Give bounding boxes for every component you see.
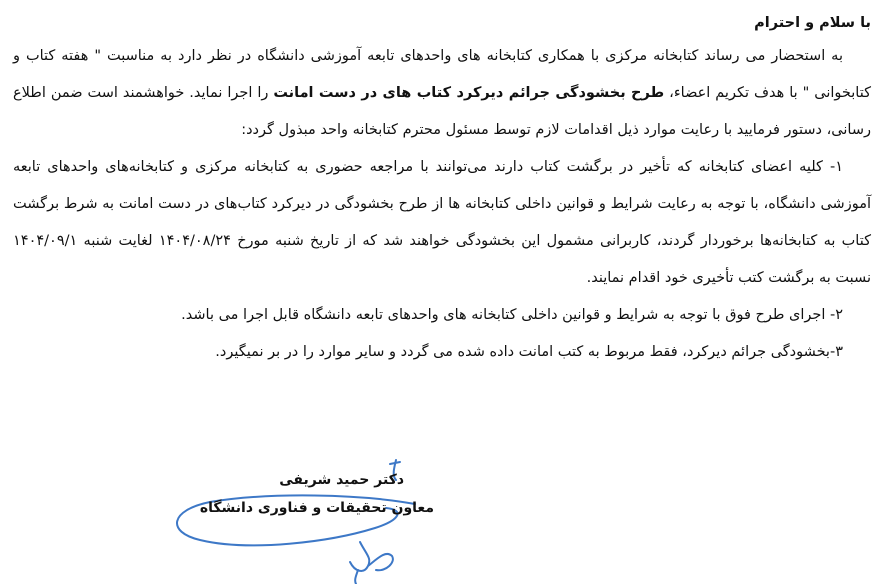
list-item: ۳-بخشودگی جرائم دیرکرد، فقط مربوط به کتب امانت داده شده می گردد و سایر موارد را در بر نمیگیرد. (215, 344, 843, 360)
plan-title: طرح بخشودگی جرائم دیرکرد کتاب های در دست امانت (273, 85, 665, 101)
signature-block (160, 458, 440, 584)
greeting: با سلام و احترام (754, 15, 871, 31)
list-item: ۱- کلیه اعضای کتابخانه که تأخیر در برگشت کتاب دارند می‌توانند با مراجعه حضوری به کتابخانه مرکزی و کتابخانه‌های واحدهای تابعه آموزشی دانشگاه، با توجه به رعایت شرایط و قوانین داخلی کتابخانه ها از طرح بخشودگی در دیرکرد کتاب‌های در دست امانت به شرط برگشت کتاب به کتابخانه‌ها برخوردار گردند، کاربرانی مشمول این بخشودگی خواهند شد که از تاریخ شنبه مورخ ۱۴۰۴/۰۸/۲۴ لغایت شنبه ۱۴۰۴/۰۹/۱ نسبت به برگشت کتب تأخیری خود اقدام نمایند. (13, 159, 871, 286)
list-item: ۲- اجرای طرح فوق با توجه به شرایط و قوانین داخلی کتابخانه های واحدهای تابعه دانشگاه قابل اجرا می باشد. (181, 307, 843, 323)
intro-text-start: به استحضار می رساند کتابخانه مرکزی با همکاری کتابخانه های واحدهای تابعه آموزشی دانشگاه در نظر دارد به مناسبت " هفته کتاب و کتابخوانی " با هدف تکریم اعضاء، (13, 48, 871, 101)
signer-name: دکتر حمید شریفی (279, 472, 404, 488)
intro-text-end: را اجرا نماید. خواهشمند است ضمن اطلاع رسانی، دستور فرمایید با رعایت موارد ذیل اقدامات لازم توسط مسئول محترم کتابخانه واحد مبذول گردد: (13, 85, 871, 138)
intro-paragraph (13, 38, 871, 149)
signer-title: معاون تحقیقات و فناوری دانشگاه (199, 500, 434, 516)
letter-body (13, 8, 871, 371)
